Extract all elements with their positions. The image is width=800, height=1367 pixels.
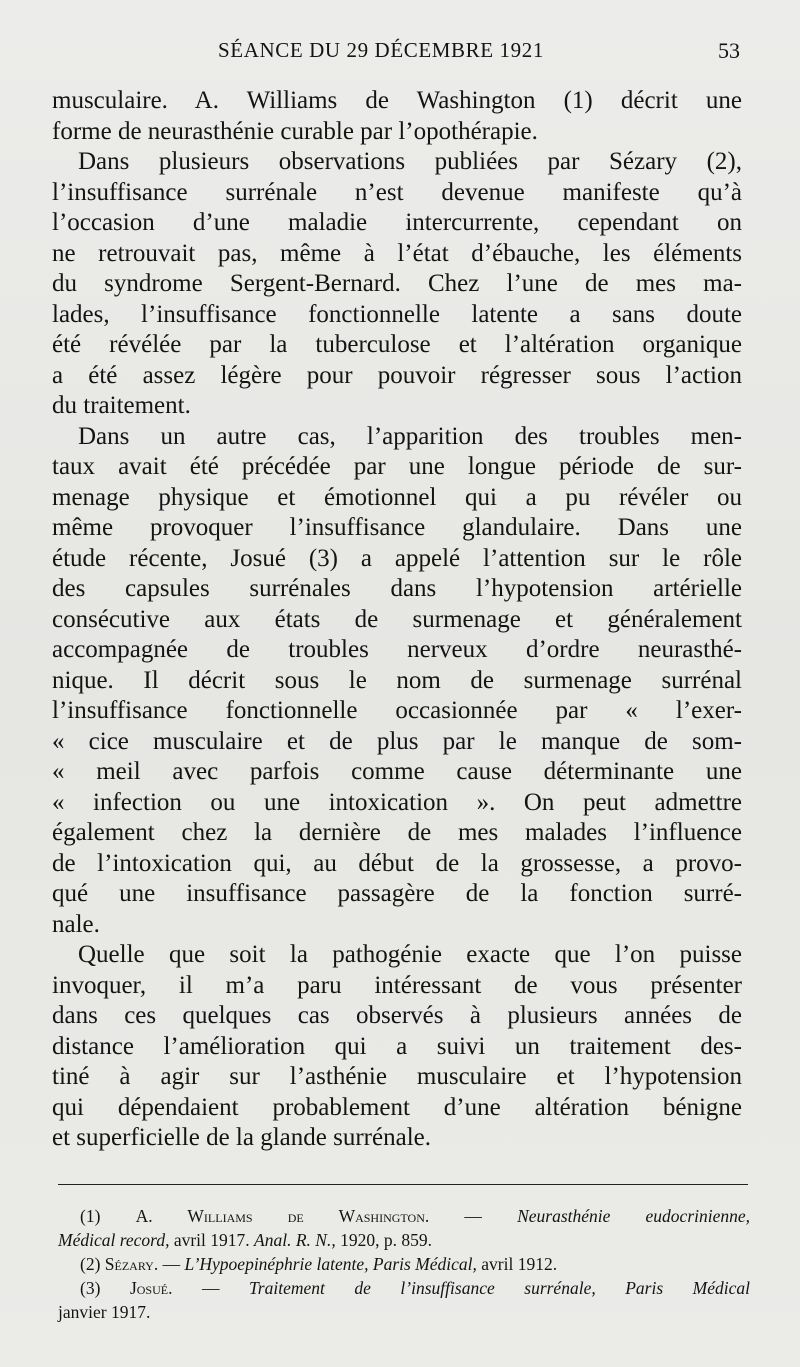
footnote-dash: — xyxy=(429,1206,518,1226)
footnote-1 xyxy=(58,1204,750,1228)
text-line: étude récente, Josué (3) a appelé l’attention sur le rôle xyxy=(52,544,742,572)
footnote-date: 1920, p. 859. xyxy=(335,1230,432,1250)
footnote-divider xyxy=(58,1184,748,1185)
text-line: distance l’amélioration qui a suivi un traitement des- xyxy=(52,1032,742,1060)
text-line: musculaire. A. Williams de Washington (1) décrit une xyxy=(52,87,742,114)
text-line: consécutive aux états de surmenage et généralement xyxy=(52,605,742,633)
text-line: également chez la dernière de mes malades l’influence xyxy=(52,819,742,846)
text-line: invoquer, il m’a paru intéressant de vous présenter xyxy=(52,971,742,999)
header-title: SÉANCE DU 29 DÉCEMBRE 1921 xyxy=(218,38,544,62)
text-line: « infection ou une intoxication ». On peut admettre xyxy=(52,788,742,816)
text-line: l’occasion d’une maladie intercurrente, cependant on xyxy=(52,209,742,236)
text-line: ne retrouvait pas, même à l’état d’ébauche, les éléments xyxy=(52,239,742,267)
text-line: Dans plusieurs observations publiées par Sézary (2), xyxy=(78,148,742,175)
footnote-date: avril 1917. xyxy=(169,1230,255,1250)
text-line: lades, l’insuffisance fonctionnelle latente a sans doute xyxy=(52,300,742,328)
footnote-journal: Anal. R. N., xyxy=(254,1230,336,1250)
footnote-number: (1) xyxy=(80,1206,101,1226)
footnote-dash: — xyxy=(172,1278,250,1298)
text-line: dans ces quelques cas observés à plusieurs années de xyxy=(52,1002,742,1029)
running-header xyxy=(54,38,744,68)
text-line: « cice musculaire et de plus par le manque de som- xyxy=(52,727,742,755)
footnote-title: Neurasthénie eudocrinienne, xyxy=(517,1206,751,1226)
body-text xyxy=(52,86,742,1154)
text-line: été révélée par la tuberculose et l’altération organique xyxy=(52,331,742,358)
text-line: a été assez légère pour pouvoir régresser sous l’action xyxy=(52,361,742,389)
text-line: taux avait été précédée par une longue période de sur- xyxy=(52,453,742,480)
footnote-author: A. Williams de Washington. xyxy=(135,1206,430,1226)
footnote-author: Sézary. xyxy=(104,1254,159,1274)
footnote-author: Josué. xyxy=(129,1278,173,1298)
footnote-date: janvier 1917. xyxy=(58,1302,151,1322)
footnote-date: avril 1912. xyxy=(476,1254,558,1274)
text-line: du traitement. xyxy=(52,392,191,419)
footnote-3 xyxy=(58,1276,750,1300)
footnote-number: (2) xyxy=(80,1254,101,1274)
footnote-1-continued xyxy=(58,1228,750,1252)
footnote-2 xyxy=(58,1252,750,1276)
footnote-title: Traitement de l’insuffisance surrénale, Paris Médical xyxy=(249,1278,751,1298)
text-line: Quelle que soit la pathogénie exacte que l’on puisse xyxy=(78,941,742,968)
text-line: menage physique et émotionnel qui a pu révéler ou xyxy=(52,483,742,511)
footnote-title: L’Hypoepinéphrie latente, Paris Médical, xyxy=(184,1254,477,1274)
text-line: qui dépendaient probablement d’une altération bénigne xyxy=(52,1093,742,1121)
text-line: accompagnée de troubles nerveux d’ordre neurasthé- xyxy=(52,636,742,663)
text-line: tiné à agir sur l’asthénie musculaire et l’hypotension xyxy=(52,1063,742,1090)
footnote-journal: Médical record, xyxy=(58,1230,170,1250)
text-line: forme de neurasthénie curable par l’opothérapie. xyxy=(52,117,538,145)
text-line: l’insuffisance fonctionnelle occasionnée par « l’exer- xyxy=(52,697,742,724)
text-line: nique. Il décrit sous le nom de surmenage surrénal xyxy=(52,666,742,694)
text-line: qué une insuffisance passagère de la fonction surré- xyxy=(52,880,742,907)
page-number: 53 xyxy=(718,38,740,63)
footnotes xyxy=(58,1204,750,1324)
text-line: l’insuffisance surrénale n’est devenue manifeste qu’à xyxy=(52,178,742,206)
text-line: « meil avec parfois comme cause déterminante une xyxy=(52,758,742,785)
text-line: du syndrome Sergent-Bernard. Chez l’une de mes ma- xyxy=(52,270,742,297)
text-line: des capsules surrénales dans l’hypotension artérielle xyxy=(52,575,742,602)
text-line: Dans un autre cas, l’apparition des troubles men- xyxy=(78,422,742,450)
text-line: même provoquer l’insuffisance glandulaire. Dans une xyxy=(52,514,742,541)
footnote-number: (3) xyxy=(80,1278,101,1298)
text-line: de l’intoxication qui, au début de la grossesse, a provo- xyxy=(52,849,742,877)
footnote-dash: — xyxy=(158,1254,185,1274)
text-line: et superficielle de la glande surrénale. xyxy=(52,1124,431,1151)
footnote-3-continued xyxy=(58,1300,750,1324)
text-line: nale. xyxy=(52,910,100,938)
